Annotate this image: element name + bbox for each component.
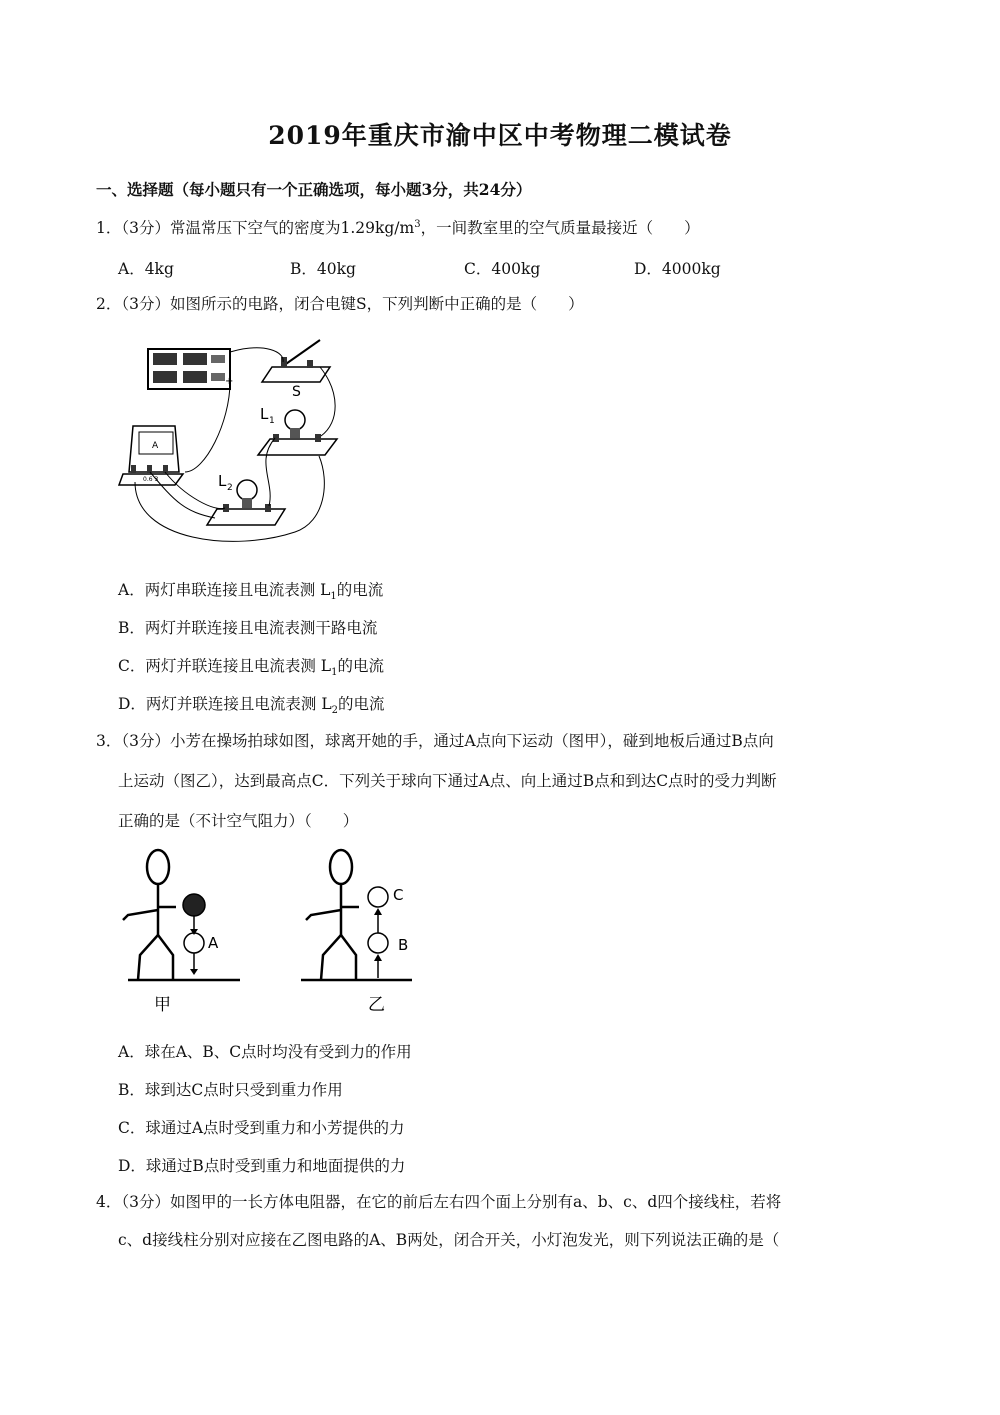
ball-a-icon (184, 933, 204, 953)
q3-option-d: D．球通过B点时受到重力和地面提供的力 (118, 1157, 406, 1175)
label-c: C (393, 886, 404, 904)
question-3-line-3: 正确的是（不计空气阻力）（ ） (118, 812, 359, 830)
q2-option-a-text: A．两灯串联连接且电流表测 L (118, 581, 331, 599)
battery-icon (148, 349, 230, 389)
label-a: A (208, 934, 219, 952)
q2-option-d (118, 692, 385, 716)
q2-option-c-tail: 的电流 (337, 657, 384, 675)
page-title: 2019年重庆市渝中区中考物理二模试卷 (268, 121, 732, 150)
lamp-1-sub: 1 (269, 416, 275, 426)
section-heading: 一、选择题（每小题只有一个正确选项，每小题3分，共24分） (96, 180, 532, 199)
plus-label: + (225, 376, 234, 387)
q3-option-b: B．球到达C点时只受到重力作用 (118, 1081, 343, 1099)
question-3-line-2: 上运动（图乙），达到最高点C．下列关于球向下通过A点、向上通过B点和到达C点时的受力判断 (118, 772, 777, 790)
q2-option-c (118, 654, 384, 678)
q2-option-a (118, 578, 383, 602)
q2-option-d-sub: 2 (331, 705, 339, 717)
switch-label: S (292, 384, 301, 400)
q2-option-c-sub: 1 (331, 667, 338, 679)
q1-option-d: D．4000kg (634, 260, 721, 278)
question-1-text-a: 1．（3分）常温常压下空气的密度为1.29kg/m (96, 219, 415, 238)
meter-label: A (152, 441, 159, 451)
q3-option-c: C．球通过A点时受到重力和小芳提供的力 (118, 1119, 405, 1137)
label-yi: 乙 (368, 995, 385, 1015)
question-1 (96, 215, 700, 238)
q2-option-d-tail: 的电流 (338, 695, 385, 713)
question-3-line-1: 3．（3分）小芳在操场拍球如图，球离开她的手，通过A点向下运动（图甲），碰到地板后通过B点向 (96, 732, 774, 750)
circuit-figure (115, 322, 360, 560)
meter-terminals: 0.6 3 (143, 476, 159, 483)
q2-option-d-text: D．两灯并联连接且电流表测 L (118, 695, 332, 713)
ball-b-icon (368, 933, 388, 953)
question-4-line-1: 4．（3分）如图甲的一长方体电阻器，在它的前后左右四个面上分别有a、b、c、d四个接线柱，若将 (96, 1193, 782, 1211)
label-jia: 甲 (154, 995, 171, 1015)
ball-figure (118, 845, 428, 1015)
lamp-2-label: L (218, 472, 227, 490)
label-b: B (398, 936, 409, 954)
question-2: 2．（3分）如图所示的电路，闭合电键S，下列判断中正确的是（ ） (96, 295, 584, 313)
q2-option-a-sub: 1 (330, 591, 337, 603)
figure-jia (123, 850, 240, 980)
q2-option-a-tail: 的电流 (336, 581, 384, 599)
q1-option-c: C．400kg (464, 260, 541, 278)
q2-option-c-text: C．两灯并联连接且电流表测 L (118, 657, 332, 675)
lamp-1-label: L (260, 405, 269, 423)
question-4-line-2: c、d接线柱分别对应接在乙图电路的A、B两处，闭合开关，小灯泡发光，则下列说法正确的是（ (118, 1231, 780, 1249)
ball-c-icon (368, 887, 388, 907)
q3-option-a: A．球在A、B、C点时均没有受到力的作用 (118, 1043, 412, 1061)
question-1-text-b: ，一间教室里的空气质量最接近（ ） (420, 219, 700, 238)
switch-icon (262, 340, 330, 382)
question-1-sup: 3 (414, 219, 421, 230)
q2-option-b: B．两灯并联连接且电流表测干路电流 (118, 619, 378, 637)
lamp-2-sub: 2 (227, 483, 233, 493)
ball-hand-icon (183, 894, 205, 916)
q1-option-a: A．4kg (118, 260, 174, 278)
q1-option-b: B．40kg (290, 260, 356, 278)
figure-yi (301, 850, 412, 980)
